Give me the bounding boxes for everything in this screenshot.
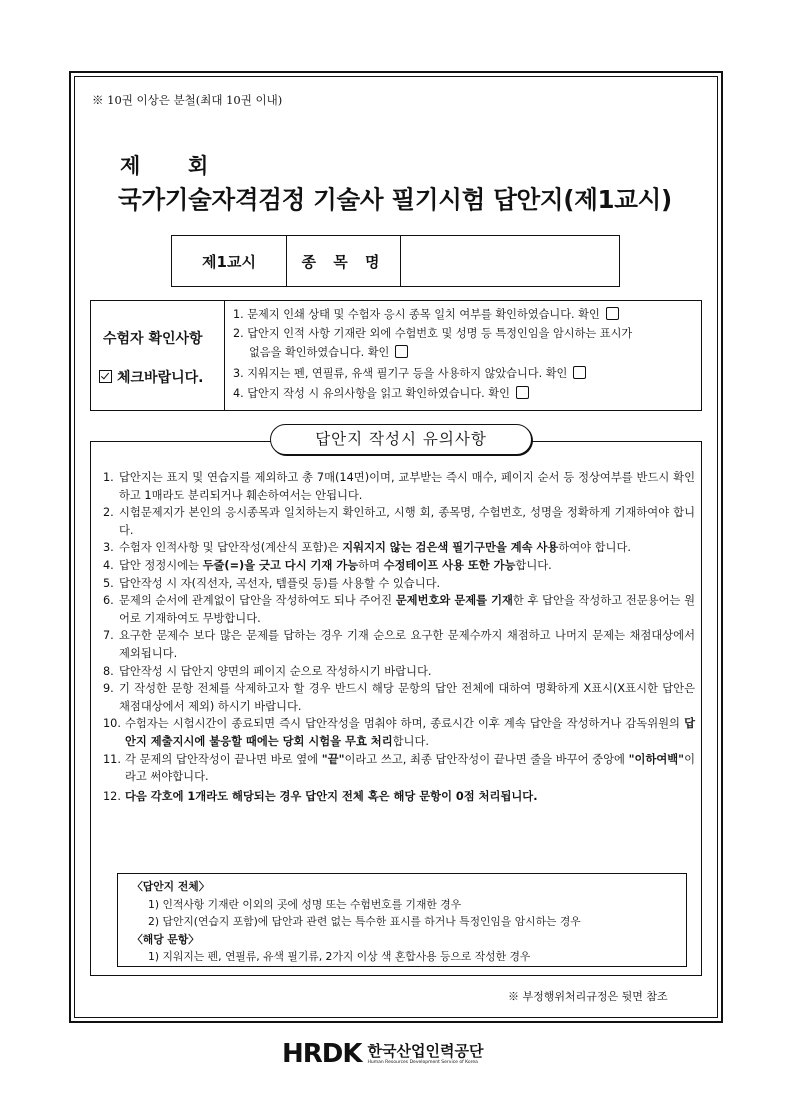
- rule-item: [103, 715, 695, 750]
- rule-item: [103, 575, 695, 593]
- confirm-item-text: 2. 답안지 인적 사항 기재란 외에 수험번호 및 성명 등 특정인임을 암시하는 표시가: [233, 327, 633, 340]
- subject-label: 종 목 명: [287, 236, 401, 286]
- checkbox-3[interactable]: [573, 366, 586, 379]
- rule-text: "이하여백": [628, 752, 685, 766]
- rule-number: 6.: [103, 594, 114, 608]
- confirm-item-1: [233, 306, 619, 322]
- logo-english: Human Resources Development Service of Korea: [367, 1059, 478, 1065]
- rule-text: 하여야 합니다.: [558, 541, 631, 555]
- checkmark-icon: [99, 370, 112, 383]
- rule-text: 시험문제지가 본인의 응시종목과 일치하는지 확인하고, 시행 회, 종목명, 수험번호, 성명을 정확하게 기재하여야 합니다.: [119, 506, 695, 537]
- rule-text: 지워지지 않는 검은색 필기구만을 계속 사용: [342, 541, 559, 555]
- subject-field[interactable]: [401, 236, 619, 286]
- confirm-label-cell: [91, 301, 225, 410]
- page-title: 국가기술자격검정 기술사 필기시험 답안지(제1교시): [118, 185, 672, 214]
- rule-text: 기 작성한 문항 전체를 삭제하고자 할 경우 반드시 해당 문항의 답안 전체에 대하여 명확하게 X표시(X표시한 답안은 채점대상에서 제외) 하시기 바랍니다.: [119, 682, 695, 713]
- period-label: 제1교시: [172, 236, 287, 286]
- rule-text: 수험자 인적사항 및 답안작성(계산식 포함)은: [119, 541, 343, 555]
- rule-item: [103, 627, 695, 662]
- rule-item: [103, 592, 695, 627]
- rule-text: "끝": [321, 752, 345, 766]
- rule-item: [103, 788, 695, 806]
- reference-note: ※ 부정행위처리규정은 뒷면 참조: [508, 990, 668, 1003]
- checkbox-4[interactable]: [516, 386, 529, 399]
- rule-text: 문제의 순서에 관계없이 답안을 작성하여도 되나 주어진: [119, 594, 396, 608]
- hrdk-logo: [282, 1039, 483, 1069]
- confirm-item-text: 없음을 확인하였습니다. 확인: [249, 346, 390, 359]
- rule-text: 답안 정정시에는: [119, 558, 203, 572]
- rule-number: 11.: [103, 752, 121, 766]
- caution-rules: [103, 469, 695, 805]
- rule-number: 1.: [103, 471, 114, 484]
- penalty-heading-item: 〈해당 문항〉: [132, 932, 200, 946]
- caution-title: 답안지 작성시 유의사항: [270, 424, 532, 455]
- confirm-item-4: [233, 385, 529, 401]
- rule-text: 요구한 문제수 보다 많은 문제를 답하는 경우 기재 순으로 요구한 문제수까지 채점하고 나머지 문제는 채점대상에서 제외됩니다.: [119, 629, 695, 660]
- rule-number: 4.: [103, 558, 114, 572]
- confirm-check-note: [99, 367, 203, 387]
- rule-text: 문제번호와 문제를 기재: [395, 594, 513, 608]
- exam-info-table: [171, 235, 620, 287]
- confirm-check-text: 체크바랍니다.: [117, 370, 204, 386]
- logo-korean: 한국산업인력공단: [367, 1041, 484, 1060]
- rule-text: 답안지는 표지 및 연습지를 제외하고 총 7매(14면)이며, 교부받는 즉시 매수, 페이지 순서 등 정상여부를 반드시 확인하고 1매라도 분리되거나 훼손하여서는 안됩니다.: [119, 471, 695, 502]
- checkbox-2[interactable]: [395, 345, 408, 358]
- rule-text: 각 문제의 답안작성이 끝나면 바로 옆에: [125, 752, 322, 766]
- rule-text: 이라고 쓰고, 최종 답안작성이 끝나면 줄을 바꾸어 중앙에: [344, 752, 629, 766]
- penalty-box: [117, 873, 687, 967]
- confirm-section: [90, 300, 702, 411]
- rule-text: 합니다.: [515, 558, 552, 572]
- confirm-item-2b: [249, 344, 408, 360]
- session-prefix: 제: [120, 154, 141, 178]
- confirm-item-3: [233, 365, 586, 381]
- rule-text: 한 후 답안을 작성하고 전문용어는 원어로 기재하여도 무방합니다.: [119, 594, 695, 625]
- confirm-item-2: [233, 325, 632, 341]
- rule-text: 합니다.: [392, 734, 429, 748]
- rule-text: 이라고 써야합니다.: [125, 752, 695, 784]
- rule-item: [103, 539, 695, 557]
- rule-text: 수험자는 시험시간이 종료되면 즉시 답안작성을 멈춰야 하며, 종료시간 이후 계속 답안을 작성하거나 감독위원의: [125, 717, 685, 731]
- confirm-items: [225, 301, 701, 410]
- rule-number: 9.: [103, 682, 114, 696]
- confirm-item-text: 4. 답안지 작성 시 유의사항을 읽고 확인하였습니다. 확인: [233, 387, 510, 400]
- rule-number: 12.: [103, 789, 121, 803]
- rule-text: 답안작성 시 자(직선자, 곡선자, 템플릿 등)를 사용할 수 있습니다.: [119, 576, 441, 590]
- logo-mark: HRDK: [282, 1039, 362, 1069]
- rule-number: 10.: [103, 717, 121, 731]
- confirm-item-text: 1. 문제지 인쇄 상태 및 수험자 응시 종목 일치 여부를 확인하였습니다. 확인: [233, 308, 600, 321]
- session-suffix: 회: [188, 154, 209, 178]
- rule-text: 하며: [358, 558, 384, 572]
- rule-item: [103, 504, 695, 539]
- rule-text: 수정테이프 사용 또한 가능: [383, 558, 516, 572]
- rule-item: [103, 680, 695, 715]
- rule-text: 답안작성 시 답안지 양면의 페이지 순으로 작성하시기 바랍니다.: [119, 664, 432, 678]
- penalty-item: 2) 답안지(연습지 포함)에 답안과 관련 없는 특수한 표시를 하거나 특정인임을 암시하는 경우: [148, 915, 581, 928]
- rule-number: 7.: [103, 629, 114, 643]
- rule-text: 두줄(=)을 긋고 다시 기재 가능: [202, 558, 359, 572]
- rule-number: 8.: [103, 664, 114, 678]
- rule-item: [103, 751, 695, 786]
- rule-number: 2.: [103, 506, 114, 520]
- rule-item: [103, 663, 695, 681]
- confirm-heading: 수험자 확인사항: [103, 331, 203, 347]
- penalty-item: 1) 인적사항 기재란 이외의 곳에 성명 또는 수험번호를 기재한 경우: [148, 897, 462, 911]
- binding-note: ※ 10권 이상은 분철(최대 10권 이내): [92, 93, 283, 107]
- rule-text: 답안지 제출지시에 불응할 때에는 당회 시험을 무효 처리: [125, 717, 695, 748]
- penalty-heading-all: 〈답안지 전체〉: [132, 880, 210, 893]
- rule-number: 3.: [103, 541, 114, 555]
- checkbox-1[interactable]: [606, 307, 619, 320]
- rule-number: 5.: [103, 576, 114, 590]
- rule-item: [103, 469, 695, 504]
- confirm-item-text: 3. 지워지는 펜, 연필류, 유색 필기구 등을 사용하지 않았습니다. 확인: [233, 367, 568, 380]
- rule-text: 다음 각호에 1개라도 해당되는 경우 답안지 전체 혹은 해당 문항이 0점 처리됩니다.: [125, 789, 538, 803]
- rule-item: [103, 557, 695, 575]
- penalty-item: 1) 지워지는 펜, 연필류, 유색 필기류, 2가지 이상 색 혼합사용 등으로 작성한 경우: [148, 950, 531, 963]
